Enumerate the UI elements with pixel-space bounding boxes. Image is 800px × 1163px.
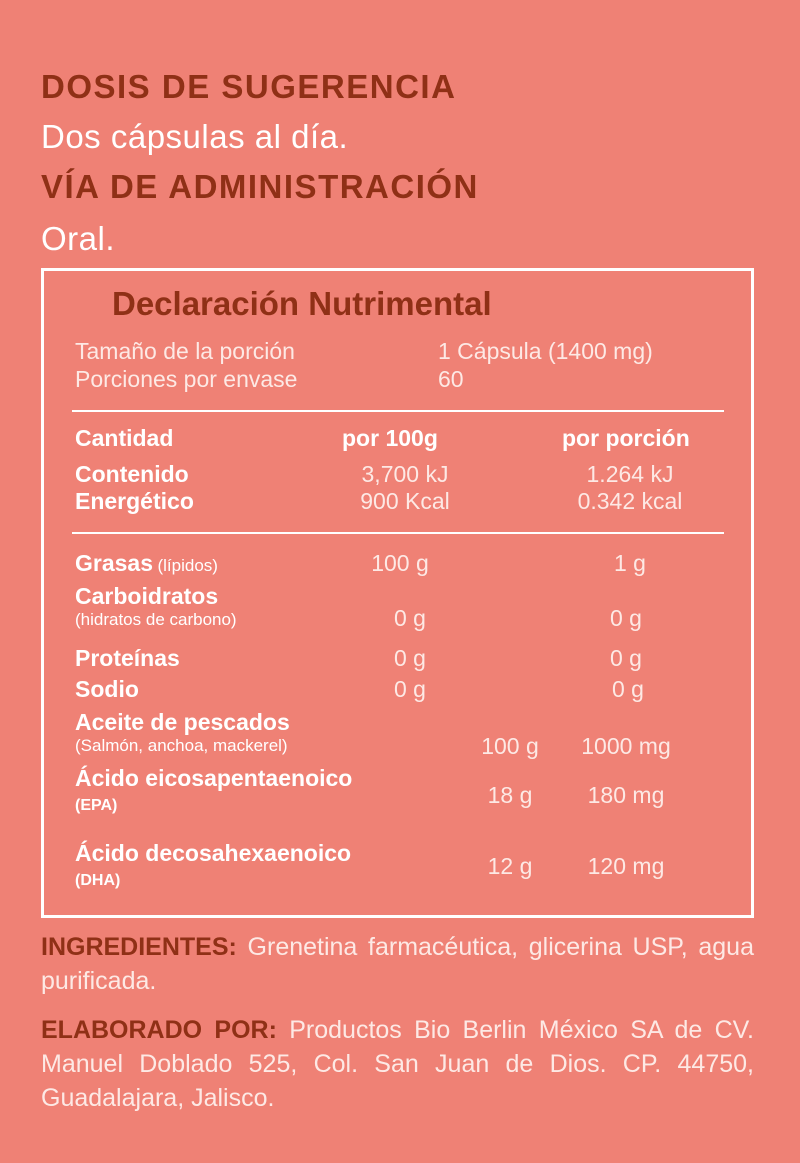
- col-per-serving: por porción: [562, 425, 690, 451]
- epa-label: Ácido eicosapentaenoico: [75, 765, 353, 791]
- energy-kj-serving: 1.264 kJ: [586, 461, 674, 487]
- dha-100g: 12 g: [487, 853, 533, 879]
- route-text: Oral.: [41, 220, 116, 257]
- protein-100g: 0 g: [394, 645, 426, 671]
- energy-kcal-100g: 900 Kcal: [360, 488, 450, 514]
- epa-100g: 18 g: [487, 782, 533, 808]
- dose-title: DOSIS DE SUGERENCIA: [41, 68, 457, 105]
- energy-kj-100g: 3,700 kJ: [361, 461, 449, 487]
- energy-label-2: Energético: [75, 488, 194, 514]
- epa-sub: (EPA): [75, 797, 118, 814]
- sodium-serving: 0 g: [612, 676, 644, 702]
- fish-oil-sub: (Salmón, anchoa, mackerel): [75, 736, 288, 755]
- manufacturer-text: Productos Bio Berlin México SA de CV. Manuel Doblado 525, Col. San Juan de Dios. CP. 44750, Guadalajara, Jalisco.: [41, 1016, 754, 1112]
- divider: [72, 532, 724, 534]
- carbs-100g: 0 g: [394, 605, 426, 631]
- col-per-100g: por 100g: [342, 425, 438, 451]
- dha-sub: (DHA): [75, 872, 121, 889]
- carbs-label: Carboidratos: [75, 583, 219, 609]
- dha-label: Ácido decosahexaenoico: [75, 840, 352, 866]
- dha-serving: 120 mg: [587, 853, 665, 879]
- fish-oil-label: Aceite de pescados: [75, 709, 290, 735]
- protein-serving: 0 g: [610, 645, 642, 671]
- route-title: VÍA DE ADMINISTRACIÓN: [41, 168, 479, 205]
- ingredients-text: Grenetina farmacéutica, glicerina USP, agua purificada.: [41, 933, 754, 995]
- sodium-100g: 0 g: [394, 676, 426, 702]
- col-amount: Cantidad: [75, 425, 174, 451]
- carbs-serving: 0 g: [610, 605, 642, 631]
- carbs-sub: (hidratos de carbono): [75, 610, 237, 629]
- manufacturer-paragraph: [41, 1013, 754, 1115]
- fats-serving: 1 g: [614, 550, 646, 576]
- servings-label: Porciones por envase: [75, 366, 298, 392]
- fats-100g: 100 g: [371, 550, 429, 576]
- energy-kcal-serving: 0.342 kcal: [577, 488, 683, 514]
- fats-sub: (lípidos): [157, 556, 218, 575]
- sodium-label: Sodio: [75, 676, 139, 702]
- fats-row: [75, 550, 218, 577]
- divider: [72, 410, 724, 412]
- dose-text: Dos cápsulas al día.: [41, 118, 349, 155]
- protein-label: Proteínas: [75, 645, 180, 671]
- fish-oil-100g: 100 g: [481, 733, 539, 759]
- ingredients-label: INGREDIENTES:: [41, 933, 237, 961]
- ingredients-paragraph: [41, 930, 754, 998]
- manufacturer-label: ELABORADO POR:: [41, 1016, 277, 1044]
- serving-size-value: 1 Cápsula (1400 mg): [438, 338, 653, 364]
- nutrition-title: Declaración Nutrimental: [112, 285, 492, 322]
- fish-oil-serving: 1000 mg: [581, 733, 671, 759]
- energy-label-1: Contenido: [75, 461, 189, 487]
- serving-size-label: Tamaño de la porción: [75, 338, 295, 364]
- epa-serving: 180 mg: [587, 782, 665, 808]
- fats-label: Grasas: [75, 550, 154, 576]
- servings-value: 60: [438, 366, 464, 392]
